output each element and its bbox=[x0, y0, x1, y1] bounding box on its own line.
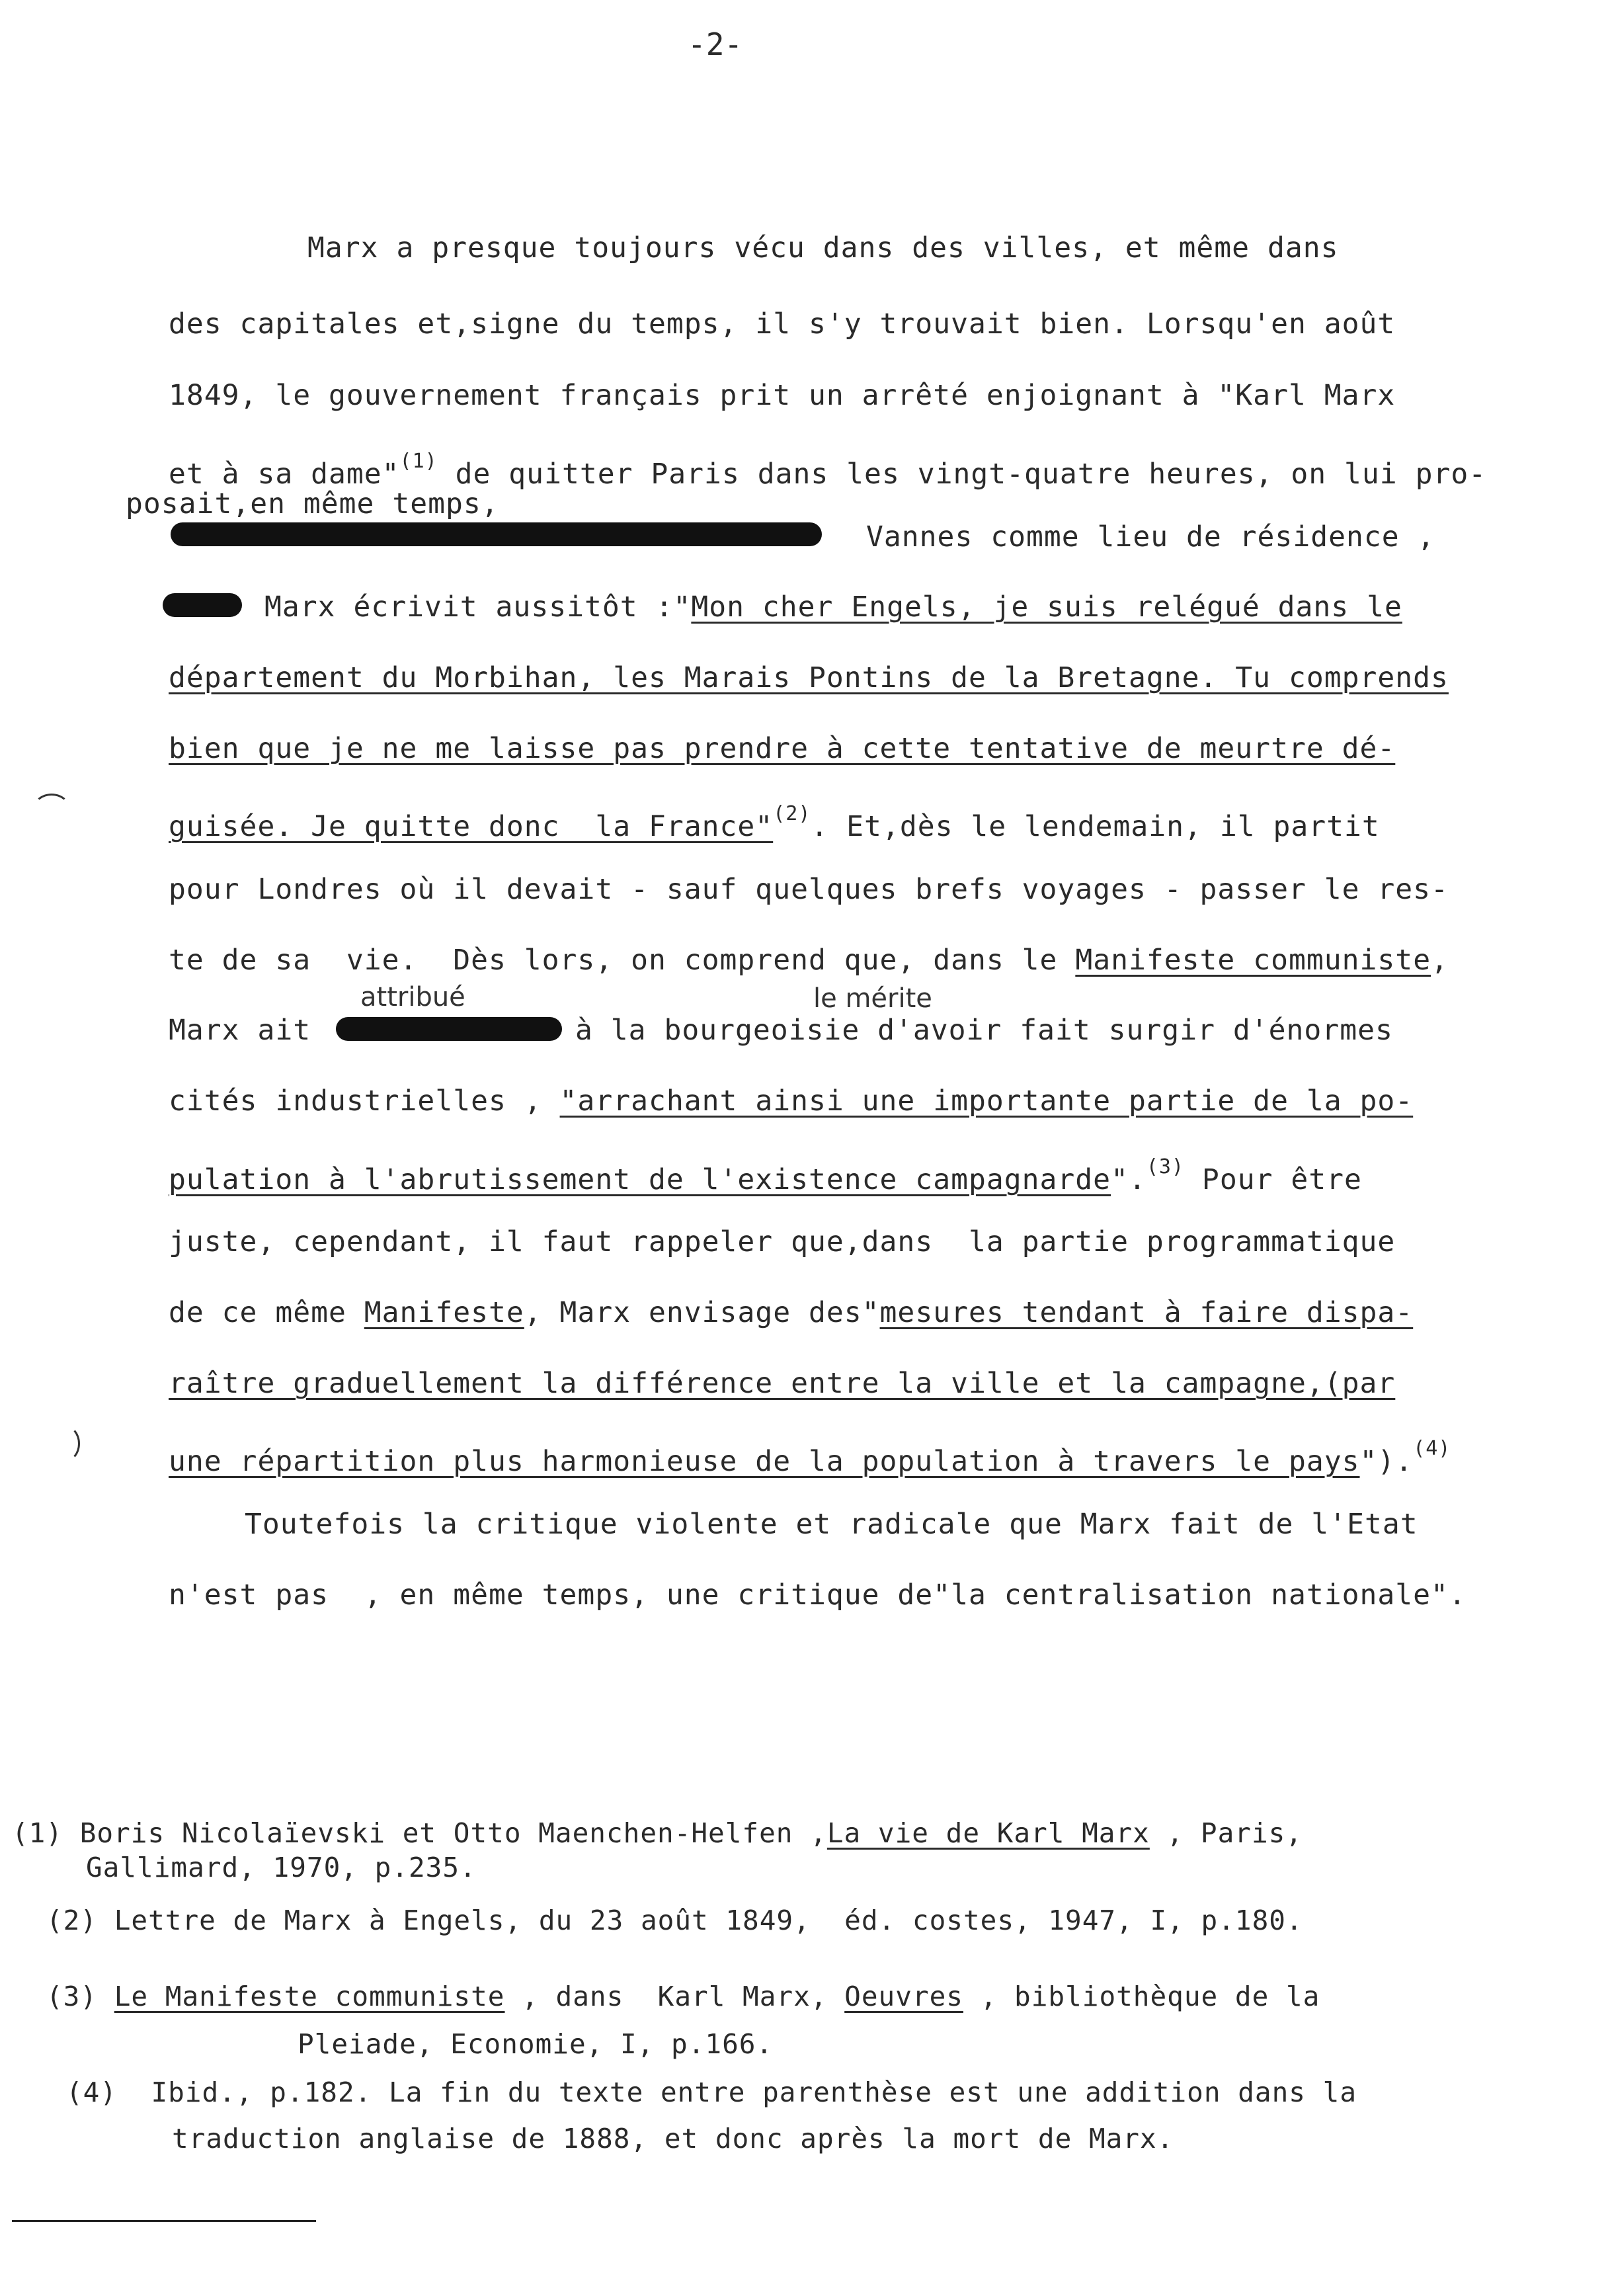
text-line: à la bourgeoisie d'avoir fait surgir d'énormes bbox=[575, 1014, 1393, 1047]
footnote: (3) Le Manifeste communiste , dans Karl Marx, Oeuvres , bibliothèque de la bbox=[46, 1981, 1320, 2012]
footnote-continuation: Gallimard, 1970, p.235. bbox=[86, 1852, 477, 1883]
text-line: n'est pas , en même temps, une critique de"la centralisation nationale". bbox=[169, 1578, 1467, 1612]
note-ref: (3) bbox=[1146, 1155, 1185, 1178]
text-line: raître graduellement la différence entre la ville et la campagne,(par bbox=[169, 1367, 1396, 1400]
text-line: et à sa dame"$^{(1)}$ de quitter Paris dans les vingt-quatre heures, on lui pro- bbox=[169, 450, 1487, 491]
footnote: (2) Lettre de Marx à Engels, du 23 août 1849, éd. costes, 1947, I, p.180. bbox=[46, 1905, 1303, 1936]
text-line: bien que je ne me laisse pas prendre à cette tentative de meurtre dé- bbox=[169, 732, 1396, 765]
text-line: juste, cependant, il faut rappeler que,dans la partie programmatique bbox=[169, 1225, 1396, 1258]
margin-mark bbox=[50, 1425, 80, 1462]
footnote: (1) Boris Nicolaïevski et Otto Maenchen-Helfen ,La vie de Karl Marx , Paris, bbox=[12, 1817, 1303, 1849]
text-line: Toutefois la critique violente et radicale que Marx fait de l'Etat bbox=[245, 1508, 1418, 1541]
text-line: pulation à l'abrutissement de l'existence campagnarde".$^{(3)}$ Pour être bbox=[169, 1155, 1362, 1196]
text-line: des capitales et,signe du temps, il s'y trouvait bien. Lorsqu'en août bbox=[169, 308, 1396, 341]
redaction-bar bbox=[163, 593, 242, 617]
text-line: Marx écrivit aussitôt :"Mon cher Engels, je suis relégué dans le bbox=[264, 591, 1402, 624]
text-line: pour Londres où il devait - sauf quelques brefs voyages - passer le res- bbox=[169, 873, 1449, 906]
text-line: Marx ait bbox=[169, 1014, 311, 1047]
handwritten-annotation: attribué bbox=[360, 982, 465, 1012]
text-line: Marx a presque toujours vécu dans des villes, et même dans bbox=[307, 231, 1339, 265]
page-number: -2- bbox=[688, 26, 743, 62]
text-line: guisée. Je quitte donc la France"$^{(2)}$. Et,dès le lendemain, il partit bbox=[169, 802, 1380, 843]
text-line: une répartition plus harmonieuse de la population à travers le pays").$^{(4)}$ bbox=[169, 1437, 1451, 1478]
text-line: de ce même Manifeste, Marx envisage des"mesures tendant à faire dispa- bbox=[169, 1296, 1414, 1329]
note-ref: (4) bbox=[1413, 1437, 1451, 1460]
footnote: (4) Ibid., p.182. La fin du texte entre parenthèse est une addition dans la bbox=[66, 2076, 1357, 2108]
footnote-continuation: Pleiade, Economie, I, p.166. bbox=[298, 2028, 774, 2060]
footnote-continuation: traduction anglaise de 1888, et donc après la mort de Marx. bbox=[172, 2123, 1174, 2154]
text-line: te de sa vie. Dès lors, on comprend que, dans le Manifeste communiste, bbox=[169, 944, 1449, 977]
handwritten-annotation: le mérite bbox=[813, 983, 932, 1014]
redaction-bar bbox=[336, 1017, 562, 1041]
text-line: cités industrielles , "arrachant ainsi une importante partie de la po- bbox=[169, 1085, 1414, 1118]
text-line: département du Morbihan, les Marais Pontins de la Bretagne. Tu comprends bbox=[169, 661, 1449, 694]
footnote-rule bbox=[12, 2220, 316, 2222]
text-line: 1849, le gouvernement français prit un arrêté enjoignant à "Karl Marx bbox=[169, 379, 1396, 412]
note-ref: (1) bbox=[399, 450, 438, 473]
text-line: posait,en même temps, bbox=[126, 487, 499, 520]
redaction-bar bbox=[171, 522, 822, 546]
text-line: Vannes comme lieu de résidence , bbox=[866, 520, 1435, 554]
note-ref: (2) bbox=[773, 802, 811, 825]
margin-mark bbox=[33, 794, 70, 824]
